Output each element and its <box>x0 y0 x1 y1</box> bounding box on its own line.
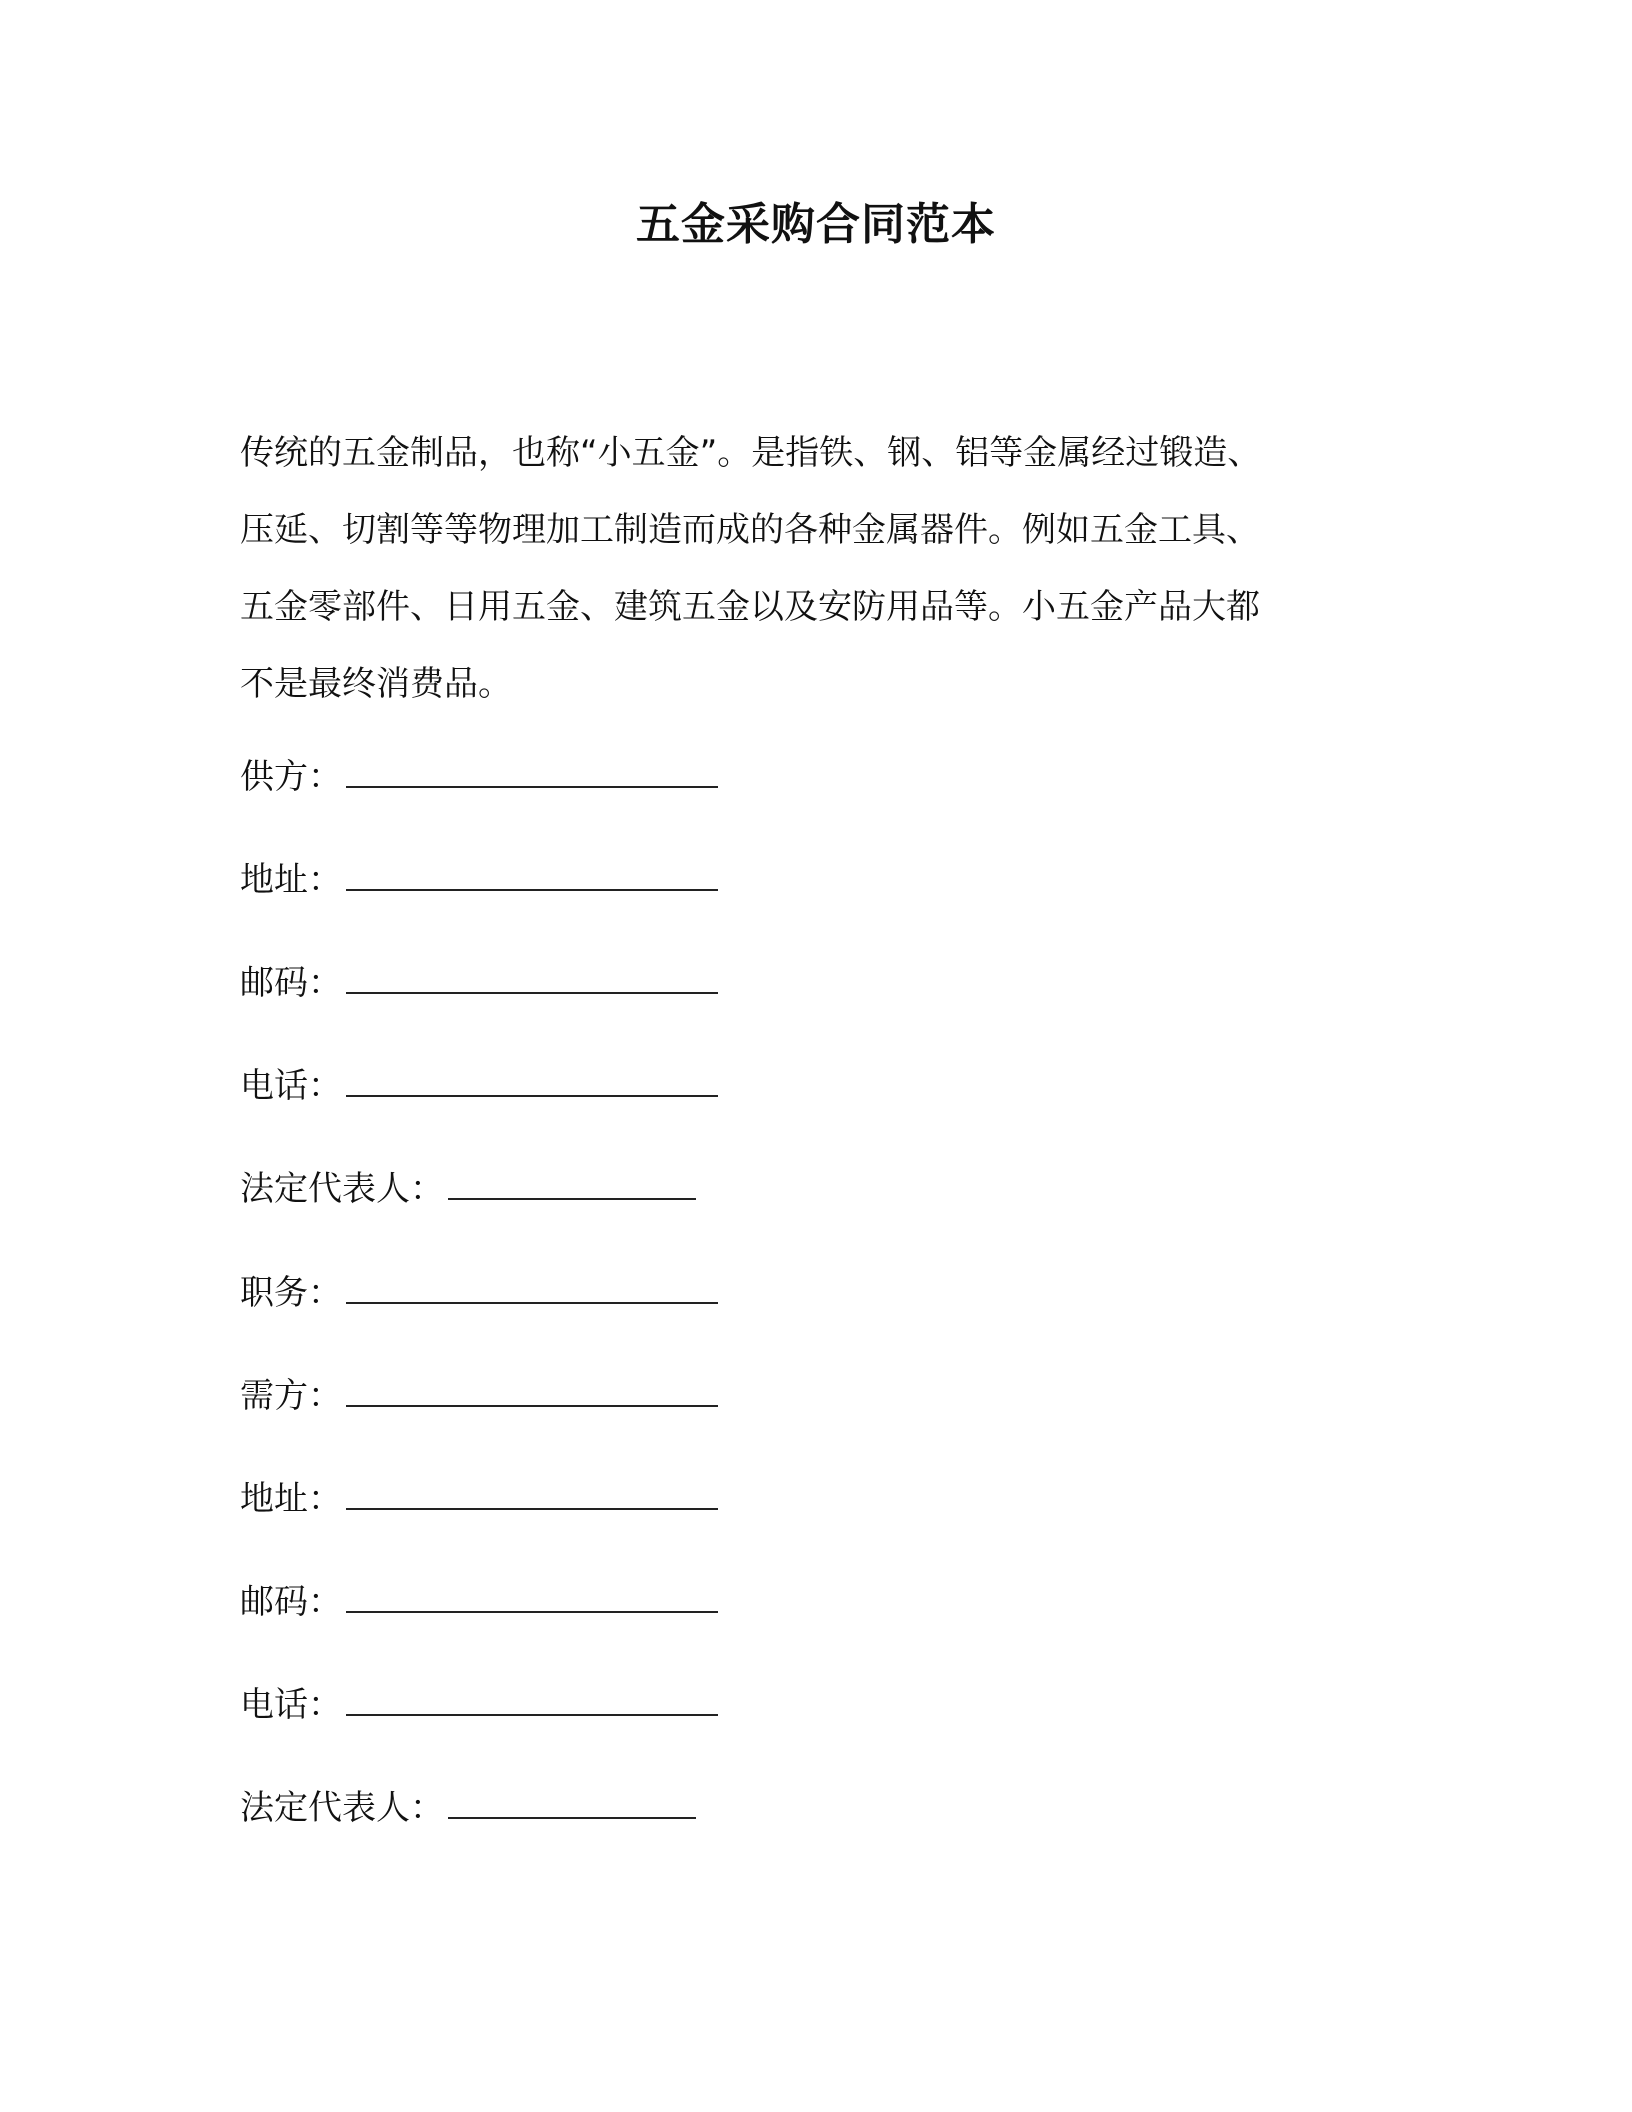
fill-in-blank[interactable] <box>346 1581 718 1613</box>
field-label: 地址： <box>240 1479 342 1519</box>
field-label: 邮码： <box>240 963 342 1003</box>
buyer-legal-rep-field <box>240 1783 696 1833</box>
supplier-position-field <box>240 1268 718 1318</box>
intro-line: 压延、切割等等物理加工制造而成的各种金属器件。例如五金工具、 <box>240 510 1260 550</box>
buyer-postcode-field <box>240 1577 718 1627</box>
field-label: 电话： <box>240 1685 342 1725</box>
field-label: 邮码： <box>240 1582 342 1622</box>
supplier-field <box>240 752 718 802</box>
fill-in-blank[interactable] <box>346 859 718 891</box>
fill-in-blank[interactable] <box>448 1787 696 1819</box>
intro-line: 五金零部件、日用五金、建筑五金以及安防用品等。小五金产品大都 <box>240 587 1260 627</box>
intro-line: 不是最终消费品。 <box>240 664 512 704</box>
supplier-phone-field <box>240 1061 718 1111</box>
intro-line: 传统的五金制品，也称“小五金”。是指铁、钢、铝等金属经过锻造、 <box>240 433 1262 473</box>
supplier-legal-rep-field <box>240 1164 696 1214</box>
field-label: 职务： <box>240 1273 342 1313</box>
field-label: 供方： <box>240 757 342 797</box>
buyer-phone-field <box>240 1680 718 1730</box>
fill-in-blank[interactable] <box>346 1375 718 1407</box>
fill-in-blank[interactable] <box>346 756 718 788</box>
fill-in-blank[interactable] <box>346 1684 718 1716</box>
fill-in-blank[interactable] <box>448 1168 696 1200</box>
field-label: 地址： <box>240 860 342 900</box>
field-label: 法定代表人： <box>240 1169 444 1209</box>
buyer-field <box>240 1371 718 1421</box>
document-title: 五金采购合同范本 <box>636 199 996 250</box>
fill-in-blank[interactable] <box>346 1272 718 1304</box>
field-label: 需方： <box>240 1376 342 1416</box>
supplier-address-field <box>240 855 718 905</box>
fill-in-blank[interactable] <box>346 1065 718 1097</box>
supplier-postcode-field <box>240 958 718 1008</box>
buyer-address-field <box>240 1474 718 1524</box>
fill-in-blank[interactable] <box>346 962 718 994</box>
intro-paragraph <box>240 415 1390 723</box>
field-label: 电话： <box>240 1066 342 1106</box>
field-label: 法定代表人： <box>240 1788 444 1828</box>
fill-in-blank[interactable] <box>346 1478 718 1510</box>
